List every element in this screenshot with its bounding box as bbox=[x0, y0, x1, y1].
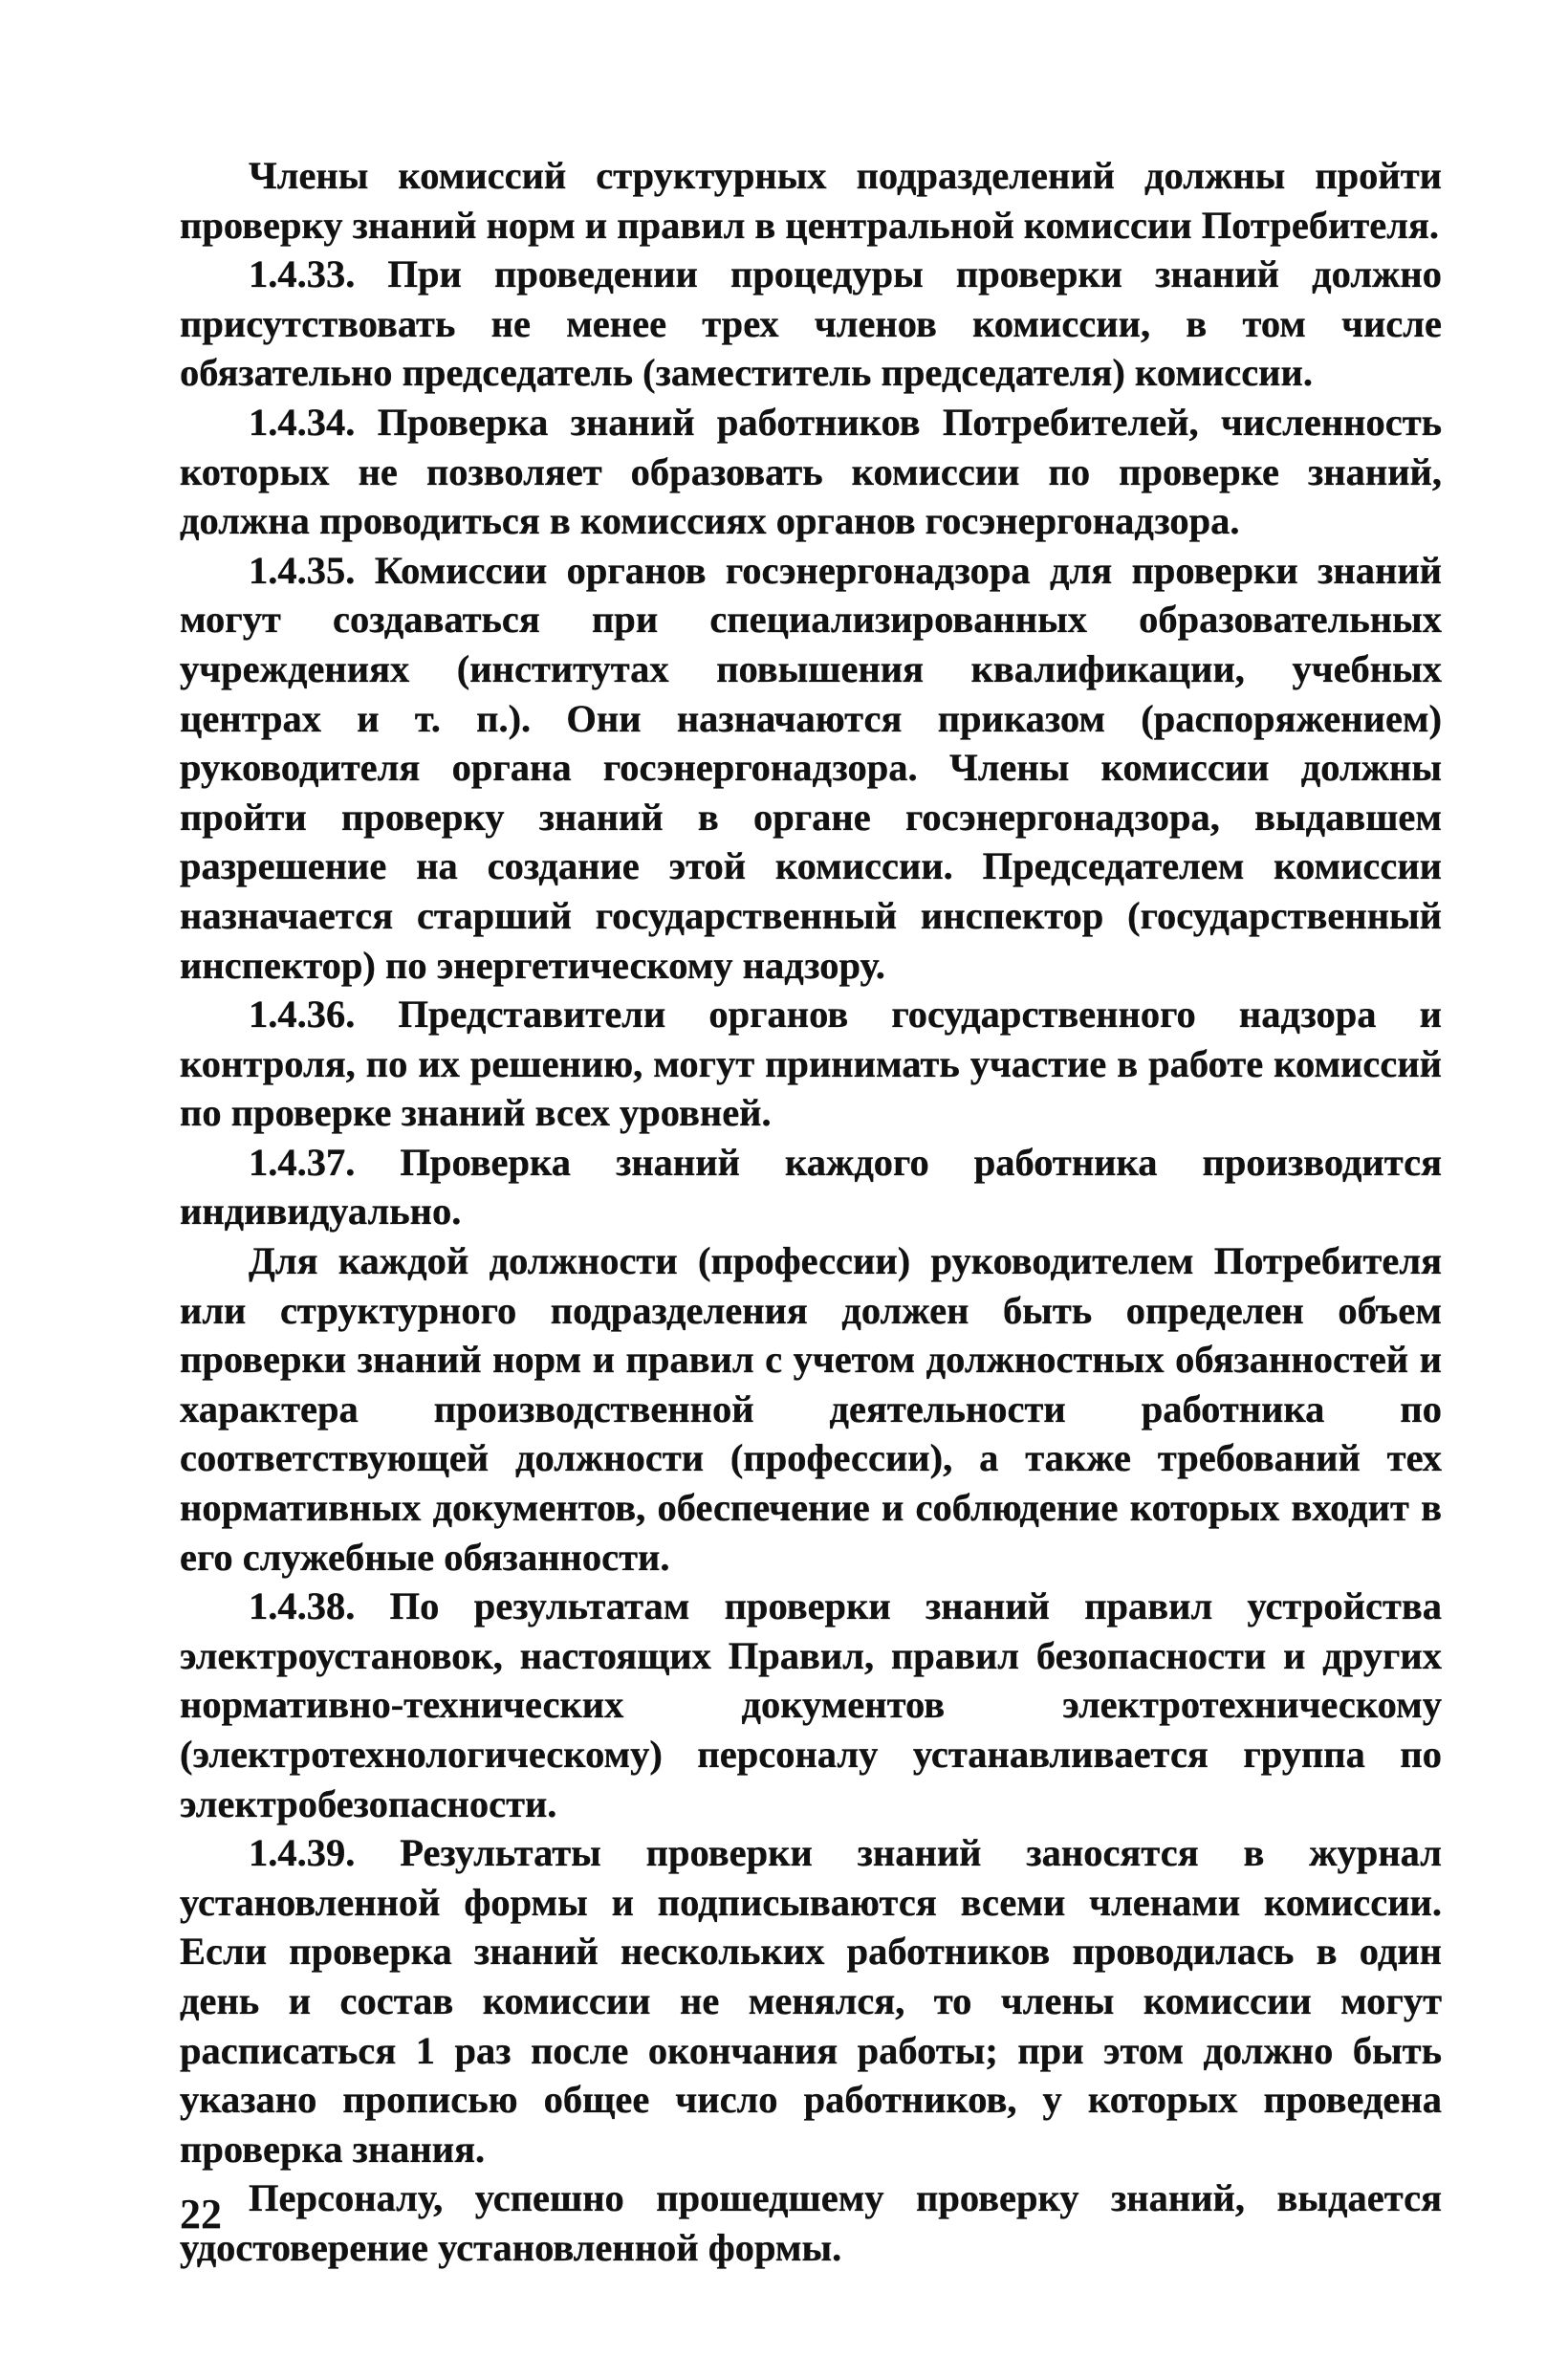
clause-number: 1.4.37. bbox=[249, 1140, 356, 1184]
paragraph-1-4-37 bbox=[180, 1138, 1442, 1236]
paragraph-1-4-39 bbox=[180, 1828, 1442, 2173]
paragraph-text: Проверка знаний каждого работника производится индивидуально. bbox=[180, 1140, 1443, 1234]
clause-number: 1.4.38. bbox=[249, 1584, 356, 1628]
paragraph-text: Результаты проверки знаний заносятся в журнал установленной формы и подписываются всеми членами комиссии. Если проверка знаний нескольких работников проводилась в один день и состав комиссии не менялся, то члены комиссии могут расписаться 1 раз после окончания работы; при этом должно быть указано прописью общее число работников, у которых проведена проверка знания. bbox=[180, 1831, 1442, 2171]
page-number: 22 bbox=[180, 2191, 222, 2238]
paragraph-text: Персоналу, успешно прошедшему проверку знаний, выдается удостоверение установленной формы. bbox=[180, 2176, 1442, 2269]
clause-number: 1.4.39. bbox=[249, 1831, 356, 1875]
clause-number: 1.4.35. bbox=[249, 548, 356, 592]
paragraph-text: По результатам проверки знаний правил устройства электроустановок, настоящих Правил, правил безопасности и других нормативно-технических документов электротехническому (электротехнологическому) персоналу устанавливается группа по электробезопасности. bbox=[180, 1584, 1442, 1825]
clause-number: 1.4.36. bbox=[249, 993, 356, 1037]
paragraph bbox=[180, 151, 1442, 250]
paragraph-1-4-35 bbox=[180, 546, 1442, 990]
body-text bbox=[180, 151, 1442, 2273]
clause-number: 1.4.33. bbox=[249, 252, 356, 296]
clause-number: 1.4.34. bbox=[249, 400, 356, 444]
paragraph-1-4-34 bbox=[180, 398, 1442, 546]
paragraph-text: Члены комиссий структурных подразделений должны пройти проверку знаний норм и правил в центральной комиссии Потребителя. bbox=[180, 154, 1442, 247]
paragraph-text: При проведении процедуры проверки знаний должно присутствовать не менее трех членов комиссии, в том числе обязательно председатель (заместитель председателя) комиссии. bbox=[180, 252, 1442, 395]
paragraph-1-4-38 bbox=[180, 1582, 1442, 1828]
paragraph-text: Комиссии органов госэнергонадзора для проверки знаний могут создаваться при специализированных образовательных учреждениях (институтах повышения квалификации, учебных центрах и т. п.). Они назначаются приказом (распоряжением) руководителя органа госэнергонадзора. Члены комиссии должны пройти проверку знаний в органе госэнергонадзора, выдавшем разрешение на создание этой комиссии. Председателем комиссии назначается старший государственный инспектор (государственный инспектор) по энергетическому надзору. bbox=[180, 548, 1443, 987]
paragraph-text: Представители органов государственного надзора и контроля, по их решению, могут принимать участие в работе комиссий по проверке знаний всех уровней. bbox=[180, 993, 1442, 1135]
paragraph-1-4-36 bbox=[180, 990, 1442, 1138]
paragraph-text: Проверка знаний работников Потребителей, численность которых не позволяет образовать комиссии по проверке знаний, должна проводиться в комиссиях органов госэнергонадзора. bbox=[180, 400, 1443, 543]
paragraph-text: Для каждой должности (профессии) руководителем Потребителя или структурного подразделения должен быть определен объем проверки знаний норм и правил с учетом должностных обязанностей и характера производственной деятельности работника по соответствующей должности (профессии), а также требований тех нормативных документов, обеспечение и соблюдение которых входит в его служебные обязанности. bbox=[180, 1239, 1442, 1579]
paragraph bbox=[180, 2173, 1442, 2272]
paragraph bbox=[180, 1236, 1442, 1582]
paragraph-1-4-33 bbox=[180, 250, 1442, 398]
